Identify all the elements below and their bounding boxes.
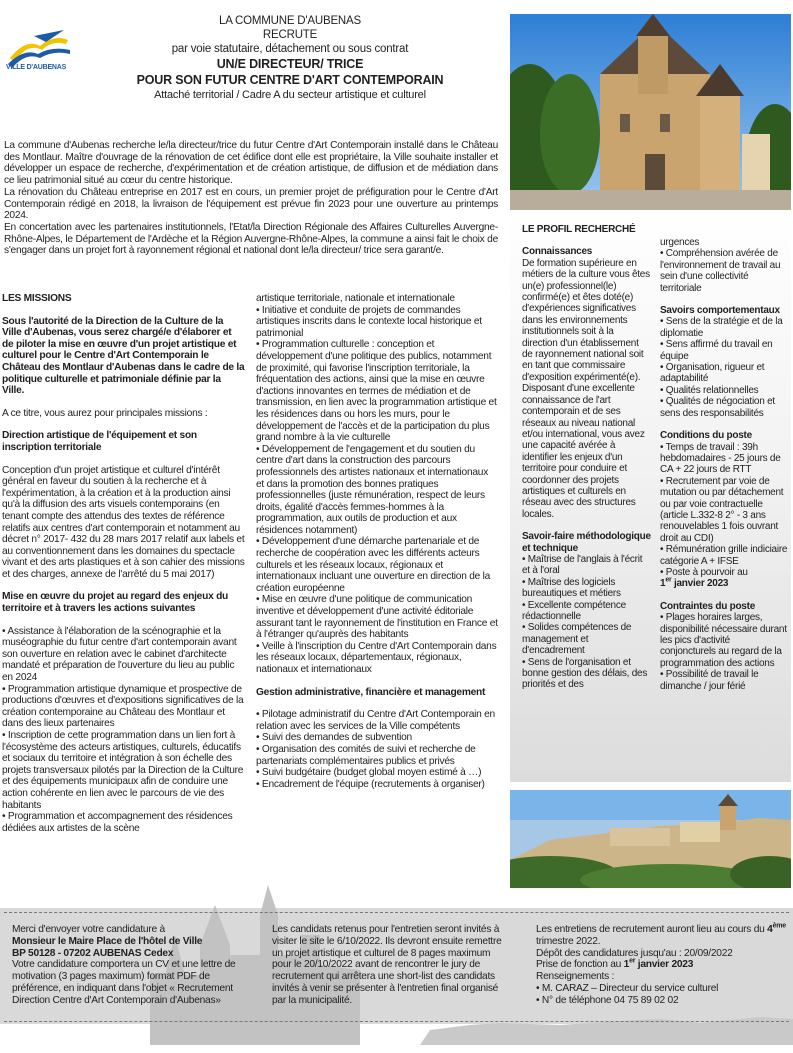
subsection-heading: Gestion administrative, financière et management bbox=[256, 686, 486, 698]
list-item: • Sens de la stratégie et de la diplomatie bbox=[660, 316, 783, 339]
header bbox=[90, 14, 490, 102]
section-heading: LE PROFIL RECHERCHÉ bbox=[522, 224, 636, 235]
header-line: par voie statutaire, détachement ou sous contrat bbox=[171, 43, 409, 55]
paragraph: Les entretiens de recrutement auront lieu au cours du 4ème trimestre 2022. bbox=[536, 922, 786, 947]
subsection-heading: Savoirs comportementaux bbox=[660, 305, 780, 317]
paragraph: Prise de fonction au 1er janvier 2023 bbox=[536, 958, 694, 971]
header-line: RECRUTE bbox=[262, 29, 318, 41]
list-item: • Développement d'une démarche partenariale et de recherche de coopération avec les différents acteurs culturels et les réseaux locaux, régionaux et internationaux incluant une ouverture en direction de la création européenne bbox=[256, 536, 491, 594]
list-item: • Veille à l'inscription du Centre d'Art Contemporain dans les réseaux locaux, départementaux, régionaux, nationaux et internationaux bbox=[256, 640, 497, 675]
job-title: UN/E DIRECTEUR/ TRICE bbox=[216, 57, 364, 71]
list-item: • Qualités relationnelles bbox=[660, 384, 759, 396]
paragraph: urgences bbox=[660, 237, 700, 248]
header-line: LA COMMUNE D'AUBENAS bbox=[219, 15, 361, 27]
paragraph: Disposant d'une excellente connaissance de l'art contemporain et de ses réseaux au niveau national et/ou international, vous avez une capacité avérée à identifier les enjeux d'un territoire pour conduire et coordonner des projets artistiques et culturels en réseau avec des structures locales. bbox=[522, 383, 645, 520]
paragraph: Dépôt des candidatures jusqu'au : 20/09/2022 bbox=[536, 947, 733, 959]
profile-column-2 bbox=[660, 237, 788, 692]
profile-column-1 bbox=[522, 224, 651, 691]
list-item: • Sens affirmé du travail en équipe bbox=[660, 339, 773, 362]
list-item: • Mise en œuvre d'une politique de communication inventive et développement d'une activité éditoriale assurant tant le rayonnement de l'institution en France et à l'étranger qu'auprès des habitants bbox=[256, 594, 498, 641]
list-item: • Sens de l'organisation et bonne gestion des délais, des priorités et des bbox=[522, 656, 648, 691]
list-item: • Compréhension avérée de l'environnement de travail au sein d'une collectivité territoriale bbox=[660, 248, 781, 294]
address-line: Monsieur le Maire Place de l'hôtel de Ville bbox=[12, 935, 203, 947]
list-item: • Recrutement par voie de mutation ou par détachement ou par voie contractuelle (article L.332-8 2° - 3 ans renouvelables 1 fois ouvrant droit au CDI) bbox=[660, 475, 784, 544]
list-item: • Programmation culturelle : conception et développement d'une politique des publics, notamment de proximité, qui favorise l'inscription territoriale, la fréquentation des actions, ainsi que la mise en œuvre d'actions innovantes en termes de médiation et de transmission, en lien avec la programmation artistique et les résidences dans ou hors les murs, pour le développement de l'accès et de la participation du plus grand nombre à la vie culturelle bbox=[256, 339, 497, 444]
paragraph: Renseignements : bbox=[536, 971, 615, 983]
paragraph: Merci d'envoyer votre candidature à bbox=[12, 924, 165, 935]
missions-column-1 bbox=[2, 293, 245, 834]
section-heading: LES MISSIONS bbox=[2, 293, 72, 304]
list-item: • Inscription de cette programmation dans un lien fort à l'écosystème des acteurs artistiques, culturels, éducatifs et sociaux du territoire et intégration à son échelle des projets transversaux pilotés par la Direction de la Culture et des équipements municipaux afin de conduire une action cohérente en lien avec le parcours de vie des habitants bbox=[2, 730, 244, 811]
list-item: • Organisation, rigueur et adaptabilité bbox=[660, 362, 765, 385]
list-item: • Solides compétences de management et d'encadrement bbox=[522, 622, 632, 657]
subsection-heading: Connaissances bbox=[522, 246, 593, 258]
job-title-2: POUR SON FUTUR CENTRE D'ART CONTEMPORAIN bbox=[136, 73, 444, 87]
subsection-heading: Savoir-faire méthodologique et technique bbox=[522, 531, 651, 554]
subsection-heading: Mise en œuvre du projet au regard des enjeux du territoire et à travers les actions suivantes bbox=[2, 591, 229, 615]
missions-lead: Sous l'autorité de la Direction de la Culture de la Ville d'Aubenas, vous serez chargé/e d'élaborer et de piloter la mise en œuvre d'un projet artistique et culturel pour le Centre d'Art Contemporain le Château des Montlaur d'Aubenas dans le cadre de la politique culturelle et patrimoniale définie par la Ville. bbox=[2, 315, 245, 397]
list-item: • Programmation artistique dynamique et prospective de productions d'œuvres et d'expositions significatives de la création contemporaine au Château des Montlaur et dans des lieux partenaires bbox=[2, 683, 244, 730]
list-item: • Suivi budgétaire (budget global moyen estimé à …) bbox=[256, 767, 482, 779]
list-item: • Plages horaires larges, disponibilité nécessaire durant les pics d'activité conjoncturels au regard de la programmation des actions bbox=[660, 612, 787, 669]
chateau-photo bbox=[510, 14, 791, 210]
job-subtitle: Attaché territorial / Cadre A du secteur artistique et culturel bbox=[154, 89, 426, 101]
list-item: • Suivi des demandes de subvention bbox=[256, 732, 412, 744]
paragraph: Conception d'un projet artistique et culturel d'intérêt général en faveur du soutien à la recherche et à l'expérimentation, à la création et à la production ainsi qu'à la diffusion des arts visuels contemporains (en tenant compte des attendus des textes de référence relatifs aux centres d'art contemporain et notamment au décret n° 2017- 432 du 28 mars 2017 relatif aux labels et au conventionnement dans les domaines du spectacle vivant et des arts plastiques et à son cahier des missions et des charges, annexe de l'arrêté du 5 mai 2017) bbox=[2, 464, 245, 580]
footer-application bbox=[12, 924, 252, 1007]
intro-paragraph: La commune d'Aubenas recherche le/la directeur/trice du futur Centre d'Art Contemporain installé dans le Château des Montlaur. Maître d'ouvrage de la rénovation de cet édifice dont elle est propriétaire, la Ville souhaite installer et développer un espace de recherche, d'expérimentation et de création artistique, de diffusion et de médiation dans ce lieu patrimonial situé au cœur du centre historique. bbox=[4, 140, 498, 187]
subsection-heading: Conditions du poste bbox=[660, 430, 752, 442]
intro bbox=[4, 140, 498, 257]
list-item: • Organisation des comités de suivi et recherche de partenariats complémentaires publics et privés bbox=[256, 743, 476, 767]
list-item: • Assistance à l'élaboration de la scénographie et la muséographie du futur centre d'art contemporain avant son ouverture en relation avec le cabinet d'architecte mandaté et préparation de l'ouverture du lieu au public en 2024 bbox=[2, 625, 237, 684]
paragraph: De formation supérieure en métiers de la culture vous êtes un(e) professionnel(le) confirmé(e) et êtes doté(e) d'expériences significatives dans les environnements institutionnels soit à la direction d'un établissement de rayonnement national soit en tant que commissaire d'exposition expérimenté(e). bbox=[522, 257, 650, 383]
subsection-heading: Direction artistique de l'équipement et son inscription territoriale bbox=[2, 430, 197, 453]
list-item: • Rémunération grille indiciaire catégorie A + IFSE bbox=[660, 544, 788, 567]
missions-column-2 bbox=[256, 293, 498, 790]
list-item: • Programmation et accompagnement des résidences dédiées aux artistes de la scène bbox=[2, 811, 233, 834]
list-item: • Initiative et conduite de projets de commandes artistiques inscrits dans le contexte local historique et patrimonial bbox=[256, 304, 482, 339]
footer-selection bbox=[272, 924, 512, 1007]
list-item: • Encadrement de l'équipe (recrutements à organiser) bbox=[256, 778, 485, 790]
intro-paragraph: En concertation avec les partenaires institutionnels, l'Etat/la Direction Régionale des Affaires Culturelles Auvergne-Rhône-Alpes, le Département de l'Ardèche et la Région Auvergne-Rhône-Alpes, la commune a ainsi fait le choix de s'engager dans un projet fort à rayonnement régional et national dont le/la directeur/ trice sera garant/e. bbox=[4, 221, 498, 257]
start-date: 1er janvier 2023 bbox=[660, 577, 729, 590]
footer-info bbox=[536, 924, 786, 1007]
list-item: • Possibilité de travail le dimanche / jour férié bbox=[660, 669, 759, 692]
paragraph: Votre candidature comportera un CV et une lettre de motivation (3 pages maximum) format PDF de préférence, en indiquant dans l'objet « Recrutement Direction Centre d'Art Contemporain d'Aubenas» bbox=[12, 959, 236, 1006]
paragraph: artistique territoriale, nationale et internationale bbox=[256, 293, 455, 304]
intro-paragraph: La rénovation du Château entreprise en 2017 est en cours, un premier projet de préfiguration pour le Centre d'Art Contemporain rédigé en 2018, la livraison de l'équipement est prévue fin 2023 pour une ouverture au printemps 2024. bbox=[4, 186, 498, 222]
list-item: • Développement de l'engagement et du soutien du centre d'art dans la construction des parcours professionnels des artistes nationaux et internationaux et dans la promotion des bonnes pratiques professionnelles (juste rémunération, respect de leurs droits, égalité d'accès femmes-hommes à la programmation, aux outils de production et aux résidences notamment) bbox=[256, 443, 489, 536]
contact-item: • N° de téléphone 04 75 89 02 02 bbox=[536, 994, 679, 1006]
list-item: • Qualités de négociation et sens des responsabilités bbox=[660, 396, 775, 419]
subsection-heading: Contraintes du poste bbox=[660, 600, 756, 612]
address-line: BP 50128 - 07202 AUBENAS Cedex bbox=[12, 947, 174, 959]
paragraph: Les candidats retenus pour l'entretien seront invités à visiter le site le 6/10/2022. Ils devront ensuite remettre un projet artistique et culturel de 8 pages maximum pour le 20/10/2022 avant de rencontrer le jury de recrutement qui arrêtera une short-list des candidats invités à venir se présenter à l'entretien final organisé par la municipalité. bbox=[272, 924, 502, 1006]
list-item: • Excellente compétence rédactionnelle bbox=[522, 599, 626, 622]
list-item: • Maîtrise des logiciels bureautiques et métiers bbox=[522, 576, 621, 600]
missions-intro: A ce titre, vous aurez pour principales missions : bbox=[2, 407, 208, 419]
list-item: • Pilotage administratif du Centre d'Art Contemporain en relation avec les services de la Ville compétents bbox=[256, 709, 495, 732]
list-item: • Temps de travail : 39h hebdomadaires - 25 jours de CA + 22 jours de RTT bbox=[660, 441, 781, 476]
list-item: • Poste à pourvoir au bbox=[660, 566, 748, 578]
list-item: • Maîtrise de l'anglais à l'écrit et à l'oral bbox=[522, 553, 643, 577]
logo-wordmark: VILLE D'AUBENAS bbox=[6, 64, 67, 71]
contact-item: • M. CARAZ – Directeur du service culturel bbox=[536, 982, 719, 994]
